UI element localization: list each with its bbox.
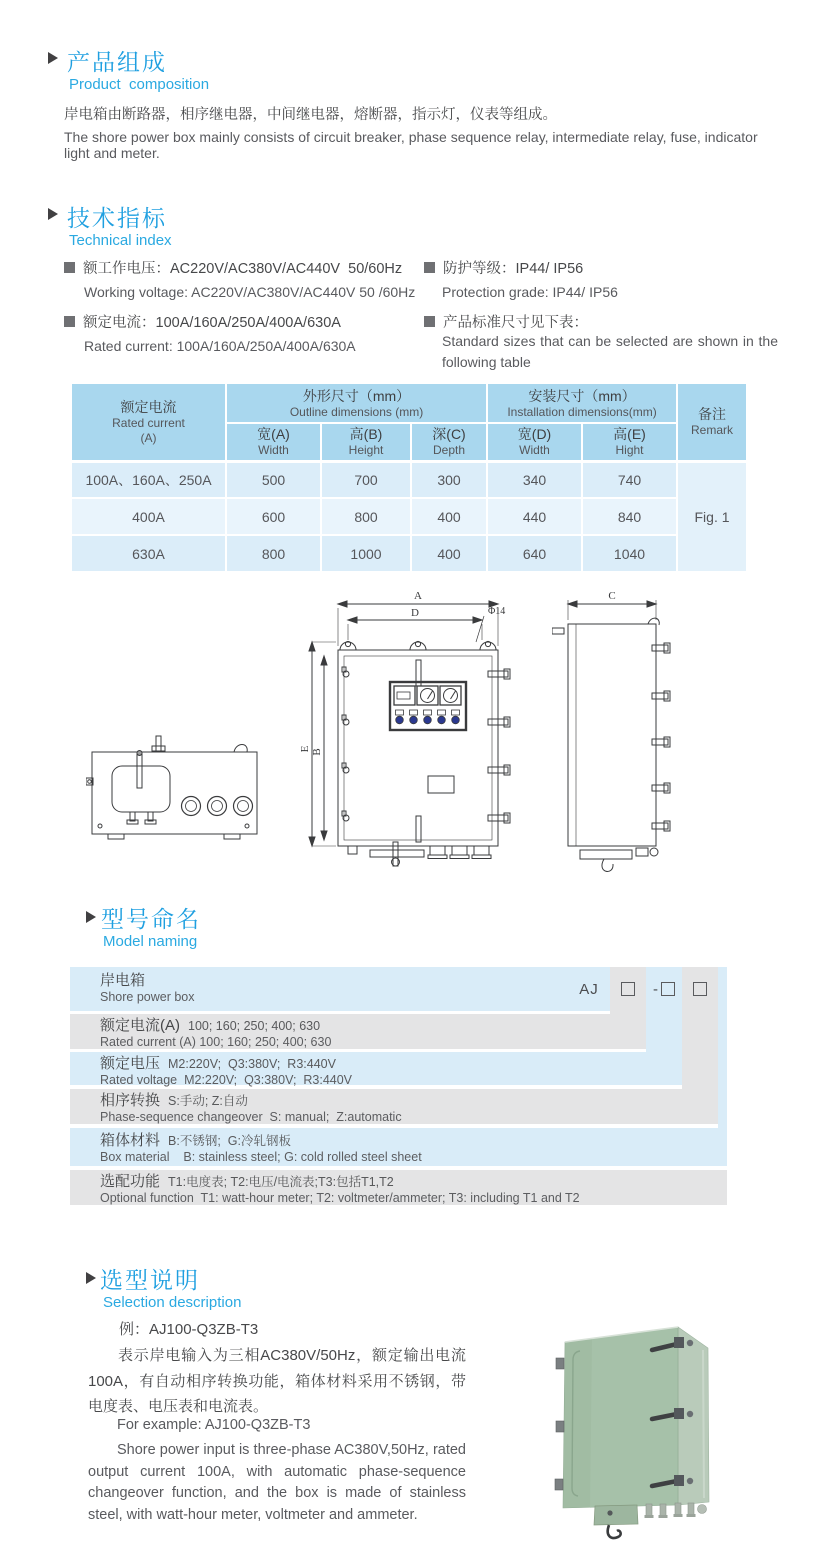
spec-protection-grade-en: Protection grade: IP44/ IP56	[442, 284, 618, 300]
spec-standard-sizes-zh: 产品标准尺寸见下表：	[443, 315, 588, 331]
header-rated-current-zh: 额定电流	[120, 398, 177, 415]
dim-cell: 400	[411, 498, 487, 535]
model-code-box-voltage: -	[646, 967, 682, 1011]
section-title-naming-en: Model naming	[103, 933, 198, 950]
latch-icon	[652, 643, 670, 831]
naming-row-shore-power-box: 岸电箱 Shore power box	[70, 967, 610, 1011]
dim-label-e: E	[299, 745, 311, 753]
dimensions-table	[70, 382, 748, 573]
header-install-group	[487, 383, 677, 423]
square-bullet-icon	[424, 316, 435, 327]
dim-cell: 700	[321, 461, 411, 498]
spec-item	[64, 257, 402, 278]
dim-label-d: D	[411, 607, 419, 619]
section-title-technical-en: Technical index	[69, 232, 172, 249]
dim-table-header-row	[71, 383, 747, 423]
header-outline-zh: 外形尺寸（mm）	[302, 387, 411, 404]
dim-cell: 800	[321, 498, 411, 535]
subheader-width-a: 宽(A) Width	[226, 423, 321, 461]
dim-cell: 840	[582, 498, 677, 535]
naming-row-optional-function: 选配功能 T1:电度表; T2:电压/电流表;T3:包括T1,T2 Optional function T1: watt-hour meter; T2: voltmeter/ammeter; T3: including T1 and T2	[70, 1170, 727, 1205]
spec-item	[424, 311, 588, 332]
dim-cell: 600	[226, 498, 321, 535]
figure-bottom-view	[86, 722, 271, 847]
section-bullet-icon	[48, 52, 58, 64]
header-outline-en: Outline dimensions (mm)	[289, 404, 424, 419]
model-code-box-optional	[682, 967, 718, 1011]
model-code-box-current	[610, 967, 646, 1011]
square-bullet-icon	[424, 262, 435, 273]
dim-cell: 740	[582, 461, 677, 498]
model-naming-diagram	[70, 967, 750, 1207]
dim-cell-current: 100A、160A、250A	[71, 461, 226, 498]
header-rated-current-unit: (A)	[140, 430, 157, 445]
dim-label-a: A	[414, 590, 422, 602]
composition-body-en: The shore power box mainly consists of circuit breaker, phase sequence relay, intermediate relay, fuse, indicator light and meter.	[64, 129, 762, 161]
bottom-junction-box	[594, 1505, 638, 1525]
figure-front-view	[292, 584, 514, 884]
subheader-width-d: 宽(D) Width	[487, 423, 582, 461]
dim-cell: 300	[411, 461, 487, 498]
section-bullet-icon	[86, 1272, 96, 1284]
header-remark-en: Remark	[691, 423, 734, 438]
dim-table-row	[71, 535, 747, 572]
section-title-composition-en: Product composition	[69, 76, 210, 93]
naming-row-rated-voltage: 额定电压 M2:220V; Q3:380V; R3:440V Rated voltage M2:220V; Q3:380V; R3:440V	[70, 1052, 682, 1085]
indicator-lights	[396, 710, 460, 724]
spec-item	[64, 311, 341, 332]
section-title-composition-zh: 产品组成	[67, 49, 167, 75]
square-bullet-icon	[64, 316, 75, 327]
dim-cell: 440	[487, 498, 582, 535]
naming-row-rated-current: 额定电流(A) 100; 160; 250; 400; 630 Rated current (A) 100; 160; 250; 400; 630	[70, 1014, 646, 1049]
spec-rated-current-zh: 额定电流：100A/160A/250A/400A/630A	[83, 315, 341, 331]
dim-label-b: B	[311, 748, 323, 756]
model-code-prefix: AJ	[579, 980, 599, 998]
naming-row-box-material: 箱体材料 B:不锈钢; G:冷轧钢板 Box material B: stainless steel; G: cold rolled steel sheet	[70, 1128, 727, 1166]
dim-cell: 1040	[582, 535, 677, 572]
hinge-icon	[555, 1358, 564, 1490]
selection-example-zh: 例：AJ100-Q3ZB-T3	[119, 1321, 259, 1338]
header-remark	[677, 383, 747, 461]
spec-item	[424, 257, 583, 278]
hinge-icon	[342, 667, 349, 821]
subheader-depth-c: 深(C) Depth	[411, 423, 487, 461]
header-rated-current-en: Rated current	[112, 415, 185, 430]
header-rated-current	[71, 383, 226, 461]
selection-example-en: For example: AJ100-Q3ZB-T3	[117, 1417, 311, 1433]
dim-label-c: C	[608, 590, 616, 602]
spec-working-voltage-en: Working voltage: AC220V/AC380V/AC440V 50 /60Hz	[84, 284, 416, 300]
dim-cell: 400	[411, 535, 487, 572]
header-remark-zh: 备注	[698, 406, 727, 423]
composition-body-zh: 岸电箱由断路器，相序继电器，中间继电器，熔断器，指示灯，仪表等组成。	[64, 107, 557, 123]
section-title-selection-zh: 选型说明	[100, 1267, 200, 1293]
header-install-en: Installation dimensions(mm)	[507, 404, 657, 419]
section-title-naming-zh: 型号命名	[101, 906, 201, 932]
dim-cell: 800	[226, 535, 321, 572]
selection-body-zh: 表示岸电输入为三相AC380V/50Hz，额定输出电流100A，有自动相序转换功能，箱体材料采用不锈钢，带电度表、电压表和电流表。	[88, 1347, 466, 1415]
latch-icon	[488, 669, 510, 823]
selection-body-en: Shore power input is three-phase AC380V,50Hz, rated output current 100A, with automatic phase-sequence changeover function, and the box is made of stainless steel, with watt-hour meter, voltmeter and ammeter.	[88, 1442, 471, 1523]
naming-row-phase-changeover: 相序转换 S:手动; Z:自动 Phase-sequence changeover S: manual; Z:automatic	[70, 1089, 718, 1124]
spec-rated-current-en: Rated current: 100A/160A/250A/400A/630A	[84, 338, 356, 354]
dim-cell: 640	[487, 535, 582, 572]
square-bullet-icon	[64, 262, 75, 273]
spec-protection-grade-zh: 防护等级：IP44/ IP56	[443, 261, 584, 277]
dim-table-row	[71, 498, 747, 535]
subheader-height-b: 高(B) Height	[321, 423, 411, 461]
dim-cell: 1000	[321, 535, 411, 572]
dim-cell-current: 630A	[71, 535, 226, 572]
padlock-hook	[608, 1525, 621, 1538]
section-title-selection-en: Selection description	[103, 1294, 242, 1311]
subheader-hight-e: 高(E) Hight	[582, 423, 677, 461]
product-photo	[540, 1290, 830, 1562]
dim-table-row	[71, 461, 747, 498]
meter-panel	[390, 682, 466, 730]
dim-cell: 340	[487, 461, 582, 498]
section-bullet-icon	[48, 208, 58, 220]
hole-diameter-label: Φ14	[488, 606, 506, 617]
spec-working-voltage-zh: 额工作电压：AC220V/AC380V/AC440V 50/60Hz	[83, 261, 403, 277]
spec-standard-sizes-en: Standard sizes that can be selected are shown in the following table	[442, 333, 782, 370]
dim-cell: 500	[226, 461, 321, 498]
section-bullet-icon	[86, 911, 96, 923]
header-outline-group	[226, 383, 487, 423]
dim-cell-remark: Fig. 1	[677, 461, 747, 572]
dim-cell-current: 400A	[71, 498, 226, 535]
header-install-zh: 安装尺寸（mm）	[528, 387, 636, 404]
figure-side-view	[552, 584, 682, 884]
section-title-technical-zh: 技术指标	[67, 205, 167, 231]
